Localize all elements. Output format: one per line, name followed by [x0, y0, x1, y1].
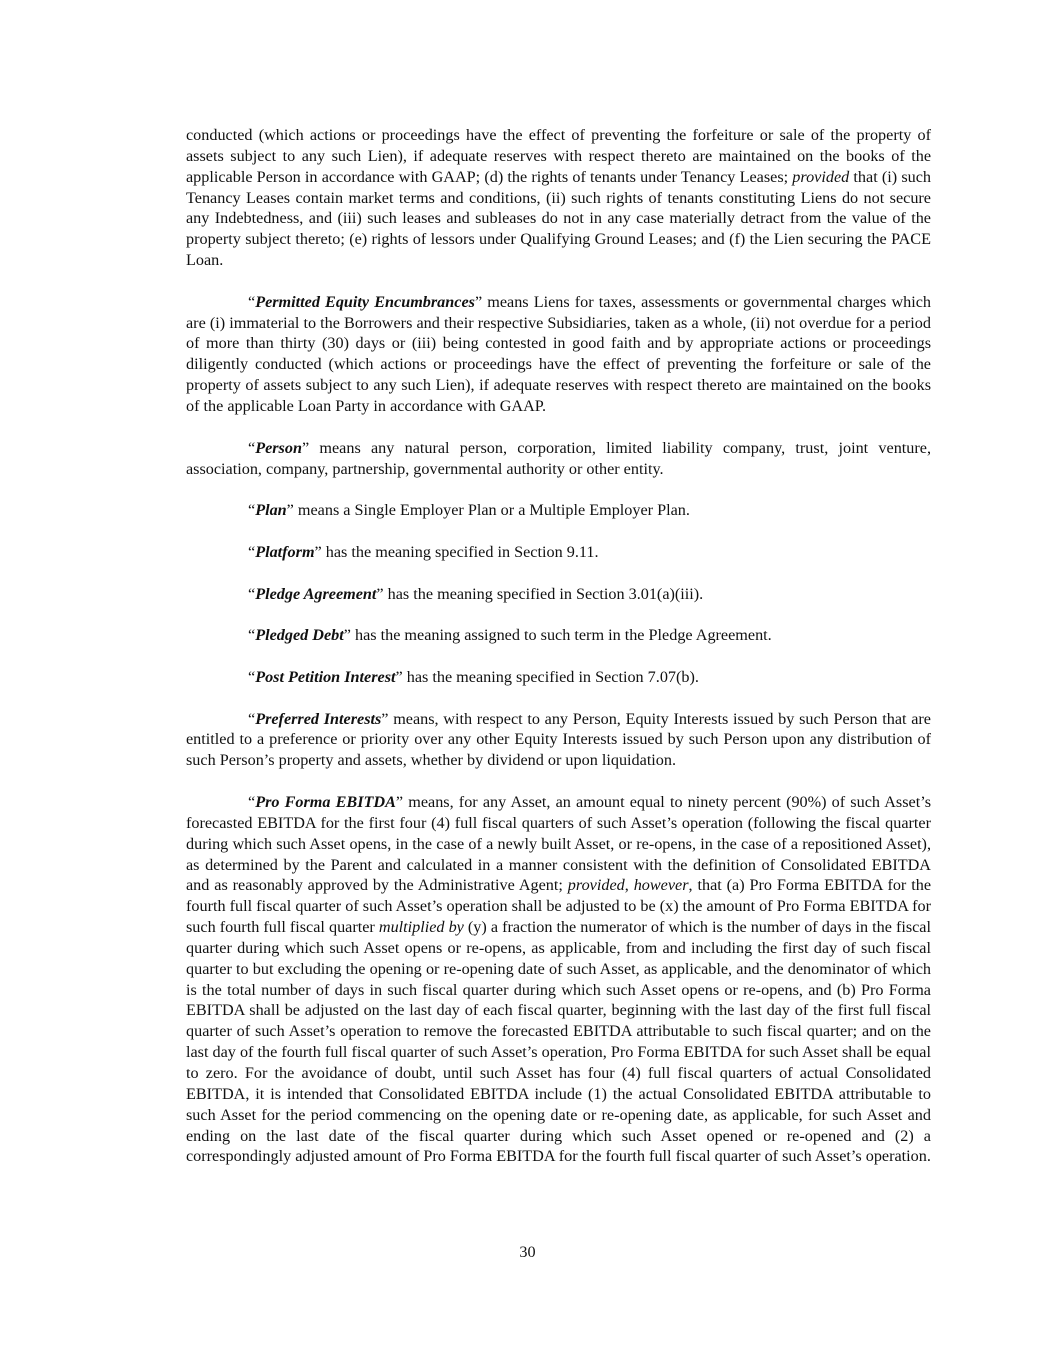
definition-person [186, 438, 931, 480]
text-segment: (y) a fraction the numerator of which is the number of days in the fiscal quarter during which such Asset opens or re-opens, as applicable, from and including the first day of such fiscal quarter to but excluding the opening or re-opening date of such Asset, as applicable, and the denominator of which is the total number of days in such fiscal quarter during which such Asset opens or re-opens, and (b) Pro Forma EBITDA shall be adjusted on the last day of each fiscal quarter, beginning with the last day of the first full fiscal quarter of such Asset’s operation to remove the forecasted EBITDA attributable to such fiscal quarter; and on the last day of the fourth full fiscal quarter of such Asset’s operation, Pro Forma EBITDA for such Asset shall be equal to zero. For the avoidance of doubt, until such Asset has four (4) full fiscal quarters of actual Consolidated EBITDA, it is intended that Consolidated EBITDA include (1) the actual Consolidated EBITDA attributable to such Asset for the period commencing on the opening date or re-opening date, as applicable, for such Asset and ending on the last date of the fiscal quarter during which such Asset opened or re-opened and (2) a correspondingly adjusted amount of Pro Forma EBITDA for the fourth full fiscal quarter of such Asset’s operation. [186, 918, 931, 1166]
definition-platform [186, 542, 931, 563]
defined-term: Preferred Interests [255, 709, 382, 728]
document-body [186, 125, 931, 1188]
open-quote: “ [248, 438, 256, 457]
defined-term: Pledged Debt [255, 626, 344, 645]
page-number: 30 [519, 1243, 536, 1261]
defined-term: Person [255, 438, 302, 457]
definition-pro-forma-ebitda [186, 792, 931, 1167]
definition-post-petition-interest [186, 667, 931, 688]
definition-text: ” means any natural person, corporation, limited liability company, trust, joint venture, association, company, partnership, governmental authority or other entity. [186, 438, 931, 478]
text-segment: conducted (which actions or proceedings have the effect of preventing the forfeiture or sale of the property of assets subject to any such Lien), if adequate reserves with respect thereto are maintained on the books of the applicable Person in accordance with GAAP; (d) the rights of tenants under Tenancy Leases; [186, 126, 931, 186]
definition-text: ” means Liens for taxes, assessments or governmental charges which are (i) immaterial to the Borrowers and their respective Subsidiaries, taken as a whole, (ii) not overdue for a period of more than thirty (30) days or (iii) being contested in good faith and by appropriate actions or proceedings diligently conducted (which actions or proceedings have the effect of preventing the forfeiture or sale of the property of assets subject to any such Lien), if adequate reserves with respect thereto are maintained on the books of the applicable Loan Party in accordance with GAAP. [186, 292, 932, 415]
defined-term: Pledge Agreement [255, 584, 377, 603]
italic-segment: provided [567, 876, 625, 895]
definition-permitted-equity-encumbrances [186, 292, 931, 417]
open-quote: “ [248, 793, 256, 811]
open-quote: “ [248, 667, 256, 686]
defined-term: Post Petition Interest [255, 667, 396, 686]
text-segment: , [624, 876, 634, 895]
definition-pledge-agreement [186, 584, 931, 605]
definition-text: ” means, with respect to any Person, Equity Interests issued by such Person that are entitled to a preference or priority over any other Equity Interests issued by such Person upon any distribution of such Person’s property and assets, whether by dividend or upon liquidation. [186, 709, 931, 770]
defined-term: Pro Forma EBITDA [255, 793, 396, 811]
defined-term: Permitted Equity Encumbrances [255, 292, 475, 311]
open-quote: “ [248, 501, 256, 520]
open-quote: “ [248, 584, 256, 603]
definition-text: ” means, for any Asset, an amount equal to ninety percent (90%) of such Asset’s forecasted EBITDA for the first four (4) full fiscal quarters of such Asset’s operation (following the fiscal quarter during which such Asset opens, in the case of a newly built Asset, or re-opens, in the case of a repositioned Asset), as determined by the Parent and calculated in a manner consistent with the definition of Consolidated EBITDA and as reasonably approved by the Administrative Agent; [186, 793, 931, 895]
open-quote: “ [248, 709, 256, 728]
definition-text: ” means a Single Employer Plan or a Multiple Employer Plan. [286, 501, 690, 520]
italic-segment: provided [792, 167, 850, 186]
paragraph-continuation [186, 125, 931, 271]
text-segment: , that (a) Pro Forma EBITDA for the fourth full fiscal quarter of such Asset’s operation shall be adjusted to be (x) the amount of Pro Forma EBITDA for such fourth full fiscal quarter [186, 876, 931, 937]
defined-term: Platform [255, 542, 315, 561]
definition-plan [186, 500, 931, 521]
open-quote: “ [248, 542, 256, 561]
italic-segment: multiplied by [378, 918, 464, 937]
definition-text: ” has the meaning specified in Section 7.07(b). [395, 667, 699, 686]
open-quote: “ [248, 626, 256, 645]
definition-pledged-debt [186, 625, 931, 646]
open-quote: “ [248, 292, 256, 311]
definition-text: ” has the meaning assigned to such term in the Pledge Agreement. [343, 626, 772, 645]
defined-term: Plan [255, 501, 287, 520]
text-segment: that (i) such Tenancy Leases contain market terms and conditions, (ii) such rights of tenants constituting Liens do not secure any Indebtedness, and (iii) such leases and subleases do not in any case materially detract from the value of the property subject thereto; (e) rights of lessors under Qualifying Ground Leases; and (f) the Lien securing the PACE Loan. [186, 167, 931, 270]
definition-text: ” has the meaning specified in Section 3.01(a)(iii). [376, 584, 704, 603]
definition-text: ” has the meaning specified in Section 9.11. [314, 542, 599, 561]
definition-preferred-interests [186, 709, 931, 772]
italic-segment: however [633, 876, 689, 895]
